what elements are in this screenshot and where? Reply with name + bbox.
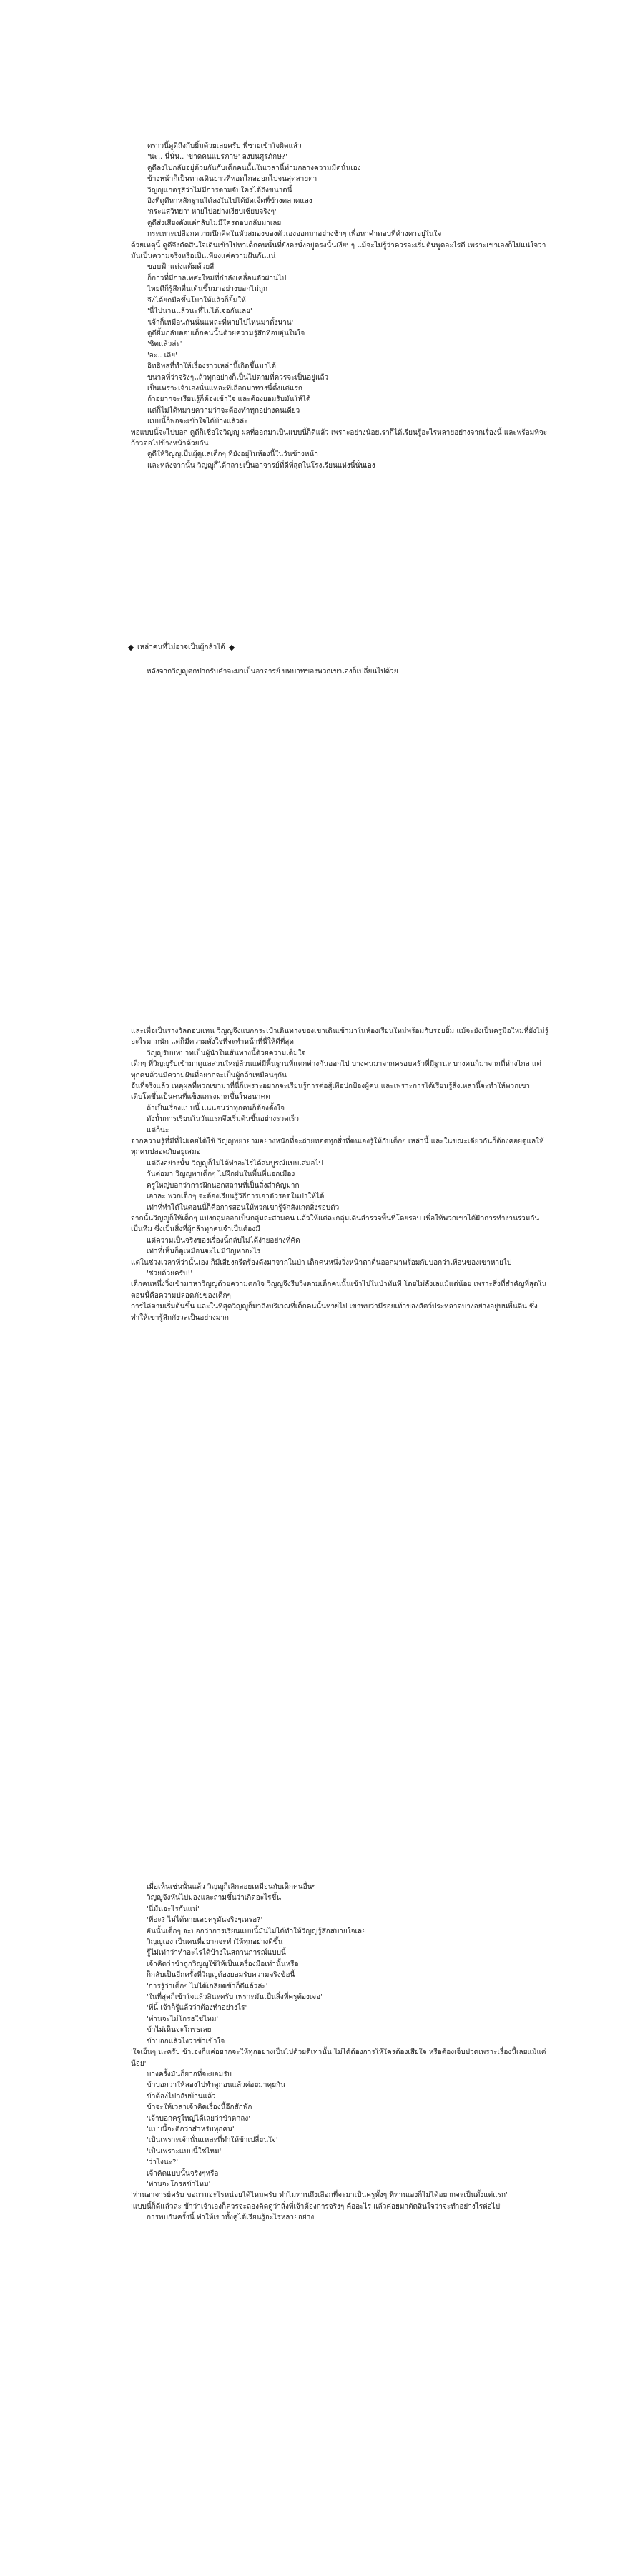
paragraph-line: เด็กๆ ที่วิญญูรับเข้ามาดูแลส่วนใหญ่ล้วนแต่มีพื้นฐานที่แตกต่างกันออกไป บางคนมาจากครอบครัวที่มีฐานะ บางคนก็มาจากที่ห่างไกล แต่ทุกคนล้วนมีความฝันที่อยากจะเป็นผู้กล้าเหมือนๆกัน [131, 1060, 541, 1080]
text-block-a [0, 141, 635, 471]
paragraph-line: 'เป็นเพราะแบบนี้ใช่ไหม' [147, 2147, 222, 2156]
paragraph-line: 'นะ.. นี่นั่น.. 'ขาดคนแปรภาษ' ลงบนศูรภักษ?' [147, 153, 287, 162]
paragraph-line: ดังนั้นการเรียนในวันแรกจึงเริ่มต้นขึ้นอย่างรวดเร็ว [147, 1115, 299, 1124]
chapter-heading-row [129, 642, 234, 653]
paragraph-line: อิงที่ดูดีหาหลักฐานได้ลงในไปได้ยัดเจ็ดที่ข้างตลาดแลง [147, 197, 312, 206]
diamond-bullet-icon [229, 644, 235, 650]
paragraph-line: ข้าไม่เห็นจะโกรธเลย [147, 2026, 212, 2035]
paragraph-line: เด็กคนหนึ่งวิ่งเข้ามาหาวิญญูด้วยความตกใจ วิญญูจึงรีบวิ่งตามเด็กคนนั้นเข้าไปในป่าทันที โดยไม่ลังเลแม้แต่น้อย เพราะสิ่งที่สำคัญที่สุดในตอนนี้คือความปลอดภัยของเด็กๆ [131, 1280, 547, 1300]
paragraph-line: จากความรู้ที่มีที่ไม่เคยได้ใช้ วิญญูพยายามอย่างหนักที่จะถ่ายทอดทุกสิ่งที่ตนเองรู้ให้กับเด็กๆ เหล่านี้ และในขณะเดียวกันก็ต้องคอยดูแลให้ทุกคนปลอดภัยอยู่เสมอ [131, 1138, 544, 1157]
paragraph-line: ข้างหน้าก็เป็นทางเดินยาวที่ทอดไกลออกไปจนสุดสายตา [147, 175, 318, 184]
paragraph-line: พอแบบนี้จะไปบอก ดูดีก็เชื่อใจวิญญู ผลที่ออกมาเป็นแบบนี้ก็ดีแล้ว เพราะอย่างน้อยเราก็ได้เรียนรู้อะไรหลายอย่างจากเรื่องนี้ และพร้อมที่จะก้าวต่อไปข้างหน้าด้วยกัน [131, 428, 548, 448]
paragraph-line: ด้วยเหตุนี้ ดูดีจึงตัดสินใจเดินเข้าไปหาเด็กคนนั้นที่ยังคงนั่งอยู่ตรงนั้นเงียบๆ แม้จะไม่รู้ว่าควรจะเริ่มต้นพูดอะไรดี เพราะเขาเองก็ไม่แน่ใจว่ามันเป็นความจริงหรือเป็นเพียงแค่ความฝันกันแน่ [131, 241, 546, 261]
paragraph-line: บางครั้งมันก็ยากที่จะยอมรับ [147, 2070, 232, 2078]
paragraph-line: การไล่ตามเริ่มต้นขึ้น และในที่สุดวิญญูก็มาถึงบริเวณที่เด็กคนนั้นหายไป เขาพบว่ามีรอยเท้าของสัตว์ประหลาดบางอย่างอยู่บนพื้นดิน ซึ่งทำให้เขารู้สึกกังวลเป็นอย่างมาก [131, 1303, 538, 1322]
paragraph-line: กระเทาะเปลือกความนึกคิดในหัวสมองของตัวเองออกมาอย่างช้าๆ เพื่อหาคำตอบที่ค้างคาอยู่ในใจ [147, 230, 442, 239]
paragraph-line: ถ้าเป็นเรื่องแบบนี้ แน่นอนว่าทุกคนก็ต้องตั้งใจ [147, 1104, 285, 1112]
paragraph-line: 'ใจเย็นๆ นะครับ ข้าเองก็แค่อยากจะให้ทุกอย่างเป็นไปด้วยดีเท่านั้น ไม่ได้ต้องการให้ใครต้องเสียใจ หรือต้องเจ็บปวดเพราะเรื่องนี้เลยแม้แต่น้อย' [131, 2048, 546, 2068]
paragraph-line: ดูดียิ้มกลับตอบเด็กคนนั้นด้วยความรู้สึกที่อบอุ่นในใจ [147, 329, 305, 337]
paragraph-line: 'ช่วยด้วยครับ!' [147, 1269, 193, 1278]
paragraph-line: ขอบฟ้าแต่งแต้มด้วยสี [147, 263, 215, 272]
paragraph-line: 'กระแสวิทยา' หายไปอย่างเงียบเชียบจริงๆ' [147, 208, 277, 217]
paragraph-line: 'ว่าไงนะ?' [147, 2158, 179, 2167]
paragraph-line: 'แบบนี้ก็ดีแล้วล่ะ ข้าว่าเจ้าเองก็ควรจะลองคิดดูว่าสิ่งที่เจ้าต้องการจริงๆ คืออะไร แล้วค่อยมาตัดสินใจว่าจะทำอย่างไรต่อไป' [131, 2202, 502, 2211]
paragraph-line: วันต่อมา วิญญูพาเด็กๆ ไปฝึกฝนในพื้นที่นอกเมือง [147, 1170, 295, 1179]
paragraph-line: วิญญูเอง เป็นคนที่อยากจะทำให้ทุกอย่างดีขึ้น [147, 1938, 283, 1947]
paragraph-line: วิญญูรับบทบาทเป็นผู้นำในเส้นทางนี้ด้วยความเต็มใจ [147, 1049, 306, 1057]
paragraph-line: 'ท่านจะโกรธข้าไหม' [147, 2180, 211, 2188]
paragraph-line: 'แบบนี้จะดีกว่าสำหรับทุกคน' [147, 2125, 235, 2133]
paragraph-line: วิญญูแกตรุสิว่าไม่มีการตามจับใครได้ถึงขนาดนี้ [147, 186, 292, 194]
paragraph-line: ขนาดที่ว่าจริงๆแล้วทุกอย่างก็เป็นไปตามที่ควรจะเป็นอยู่แล้ว [147, 373, 329, 382]
text-block-c [0, 1882, 635, 2224]
paragraph-line: แต่ในช่วงเวลาที่ว่านั้นเอง ก็มีเสียงกรีดร้องดังมาจากในป่า เด็กคนหนึ่งวิ่งหน้าตาตื่นออกมาพร้อมกับบอกว่าเพื่อนของเขาหายไป [131, 1258, 512, 1267]
paragraph-line: การพบกันครั้งนี้ ทำให้เขาทั้งคู่ได้เรียนรู้อะไรหลายอย่าง [147, 2214, 315, 2222]
paragraph-line: ดูดีลงไปกลับอยู่ด้วยกันกับเด็กคนนั้นในเวลานี้ท่ามกลางความมืดนั่นเอง [147, 164, 361, 172]
paragraph-line: อันนั้นเด็กๆ จะบอกว่าการเรียนแบบนี้มันไม่ได้ทำให้วิญญูรู้สึกสบายใจเลย [147, 1927, 366, 1935]
paragraph-line: ก็กาวที่มีกาลเทศะใหม่ที่กำลังเคลื่อนตัวผ่านไป [147, 274, 287, 282]
paragraph-line: แต่ก็ไม่ได้หมายความว่าจะต้องทำทุกอย่างคนเดียว [147, 406, 300, 415]
paragraph-line: ดราวนี้ดูดีถึงกับยิ้มด้วยเลยครับ พี่ชายเข้าใจผิดแล้ว [147, 142, 302, 150]
paragraph-line: 'การรู้ว่าเด็กๆ ไม่ได้เกลียดข้าก็ดีแล้วล่ะ' [147, 1982, 268, 1990]
paragraph-line: เอาละ พวกเด็กๆ จะต้องเรียนรู้วิธีการเอาตัวรอดในป่าให้ได้ [147, 1193, 325, 1201]
paragraph-line: ข้าบอกว่าให้ลองไปทำดูก่อนแล้วค่อยมาคุยกัน [147, 2081, 285, 2090]
paragraph-line: แต่ความเป็นจริงของเรื่องนี้กลับไม่ได้ง่ายอย่างที่คิด [147, 1236, 300, 1245]
paragraph-line: วิญญูจึงหันไปมองและถามขึ้นว่าเกิดอะไรขึ้น [147, 1894, 282, 1903]
paragraph-line: 'เจ้าบอกครูใหญ่ได้เลยว่าข้าตกลง' [147, 2114, 251, 2123]
paragraph-line: และเพื่อเป็นรางวัลตอบแทน วิญญูจึงแบกกระเป๋าเดินทางของเขาเดินเข้ามาในห้องเรียนใหม่พร้อมกับรอยยิ้ม แม้จะยังเป็นครูมือใหม่ที่ยังไม่รู้อะไรมากนัก แต่ก็มีความตั้งใจที่จะทำหน้าที่นี้ให้ดีที่สุด [131, 1027, 548, 1047]
paragraph-line: ข้าต้องไปกลับบ้านแล้ว [147, 2092, 216, 2101]
paragraph-line: ไทยดีก็รู้สึกตื่นเต้นขึ้นมาอย่างบอกไม่ถูก [147, 285, 268, 294]
paragraph-line: 'อะ.. เลิย' [147, 351, 177, 360]
paragraph-line: รู้ไม่เท่าว่าทำอะไรได้บ้างในสถานการณ์แบบนี้ [147, 1949, 286, 1958]
paragraph-line: ดูดีให้วิญญูเป็นผู้ดูแลเด็กๆ ที่ยังอยู่ในห้องนี้ในวันข้างหน้า [147, 450, 318, 459]
chapter-lead-paragraph: หลังจากวิญญูตกปากรับคำจะมาเป็นอาจารย์ บทบาทของพวกเขาเองก็เปลี่ยนไปด้วย [147, 668, 398, 676]
paragraph-line: เท่าที่ทำได้ในตอนนี้ก็คือการสอนให้พวกเขารู้จักสังเกตสิ่งรอบตัว [147, 1203, 340, 1212]
paragraph-line: ดูดีส่งเสียงดังแต่กลับไม่มีใครตอบกลับมาเลย [147, 219, 282, 227]
paragraph-line: ข้าบอกแล้วไงว่าข้าเข้าใจ [147, 2037, 225, 2045]
diamond-bullet-icon [128, 644, 134, 650]
paragraph-line: แบบนี้ก็พอจะเข้าใจได้บ้างแล้วล่ะ [147, 418, 248, 426]
paragraph-line: 'ทีนี้ เจ้าก็รู้แล้วว่าต้องทำอย่างไร' [147, 2004, 247, 2013]
paragraph-line: เท่าที่เห็นก็ดูเหมือนจะไม่มีปัญหาอะไร [147, 1248, 261, 1256]
paragraph-line: 'เป็นเพราะเจ้านั่นแหละที่ทำให้ข้าเปลี่ยนใจ' [147, 2136, 278, 2145]
paragraph-line: อันที่จริงแล้ว เหตุผลที่พวกเขามาที่นี่ก็เพราะอยากจะเรียนรู้การต่อสู้เพื่อปกป้องผู้คน และเพราะการได้เรียนรู้สิ่งเหล่านี้จะทำให้พวกเขาเติบโตขึ้นเป็นคนที่แข็งแกร่งมากขึ้นในอนาคต [131, 1082, 531, 1102]
paragraph-line: ครูใหญ่บอกว่าการฝึกนอกสถานที่เป็นสิ่งสำคัญมาก [147, 1181, 300, 1190]
paragraph-line: 'นี่ไปนานแล้วนะที่ไม่ได้เจอกันเลย' [147, 307, 252, 316]
paragraph-line: และหลังจากนั้น วิญญูก็ได้กลายเป็นอาจารย์ที่ดีที่สุดในโรงเรียนแห่งนี้นั่นเอง [147, 461, 375, 470]
paragraph-line: จึงได้ยกมือขึ้นโบกให้แล้วก็ยิ้มให้ [147, 296, 246, 305]
paragraph-line: แต่ก็นะ [147, 1126, 169, 1135]
paragraph-line: 'ทีอะ? ไม่ได้หายเลยครูมันจริงๆเหรอ?' [147, 1916, 263, 1925]
paragraph-line: จากนั้นวิญญูก็ให้เด็กๆ แบ่งกลุ่มออกเป็นกลุ่มละสามคน แล้วให้แต่ละกลุ่มเดินสำรวจพื้นที่โดยรอบ เพื่อให้พวกเขาได้ฝึกการทำงานร่วมกันเป็นทีม ซึ่งเป็นสิ่งที่ผู้กล้าทุกคนจำเป็นต้องมี [131, 1214, 540, 1234]
text-block-b [0, 1026, 635, 1323]
paragraph-line: 'นี่มันอะไรกันแน่' [147, 1905, 200, 1913]
paragraph-line: อิทธิพลที่ทำให้เรื่องราวเหล่านี้เกิดขึ้นมาได้ [147, 362, 276, 371]
paragraph-line: 'ในที่สุดก็เข้าใจแล้วสินะครับ เพราะมันเป็นสิ่งที่ครูต้องเจอ' [147, 1993, 323, 2002]
paragraph-line: ถ้าอยากจะเรียนรู้ก็ต้องเข้าใจ และต้องยอมรับมันให้ได้ [147, 395, 311, 404]
paragraph-line: เจ้าคิดว่าข้าถูกวิญญูใช้ให้เป็นเครื่องมือเท่านั้นหรือ [147, 1960, 299, 1968]
paragraph-line: เจ้าคิดแบบนั้นจริงๆหรือ [147, 2169, 219, 2178]
paragraph-line: 'ท่านจะไม่โกรธใช่ไหม' [147, 2015, 219, 2023]
paragraph-line: แต่ถึงอย่างนั้น วิญญูก็ไม่ได้ทำอะไรได้สมบูรณ์แบบเสมอไป [147, 1159, 323, 1168]
paragraph-line: ข้าจะให้เวลาเจ้าคิดเรื่องนี้อีกสักพัก [147, 2103, 252, 2112]
paragraph-line: ก็กลับเป็นอีกครั้งที่วิญญูต้องยอมรับความจริงข้อนี้ [147, 1971, 295, 1980]
paragraph-line: 'ชิตแล้วล่ะ' [147, 340, 182, 349]
paragraph-line: 'ท่านอาจารย์ครับ ขอถามอะไรหน่อยได้ไหมครับ ทำไมท่านถึงเลือกที่จะมาเป็นครูทั้งๆ ที่ท่านเองก็ไม่ได้อยากจะเป็นตั้งแต่แรก' [131, 2191, 508, 2200]
paragraph-line: 'เจ้าก็เหมือนกันนั่นแหละที่หายไปไหนมาตั้งนาน' [147, 318, 294, 327]
paragraph-line: เป็นเพราะเจ้าเองนั่นแหละที่เลือกมาทางนี้ตั้งแต่แรก [147, 384, 302, 393]
paragraph-line: เมื่อเห็นเช่นนั้นแล้ว วิญญูก็เลิกลอยเหมือนกับเด็กคนอื่นๆ [147, 1883, 316, 1891]
chapter-heading: เหล่าคนที่ไม่อาจเป็นผู้กล้าได้ [137, 643, 225, 651]
